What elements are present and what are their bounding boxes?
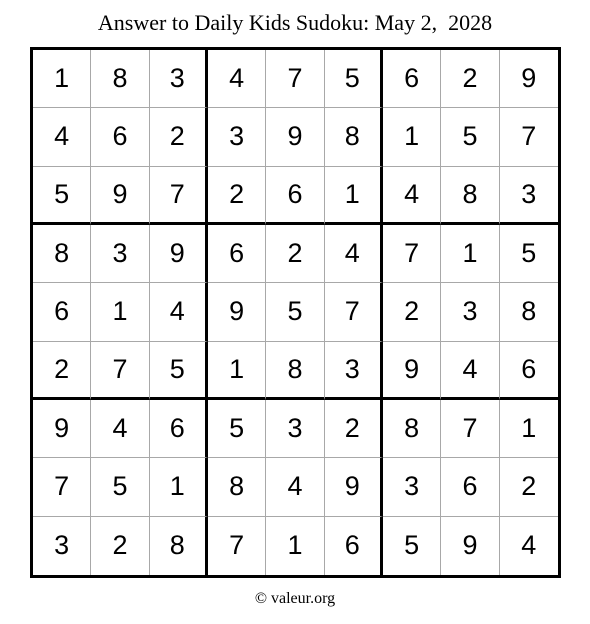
sudoku-cell: 4 <box>91 400 149 458</box>
sudoku-cell: 5 <box>33 167 91 225</box>
sudoku-cell: 9 <box>208 283 266 341</box>
sudoku-cell: 1 <box>91 283 149 341</box>
sudoku-cell: 1 <box>266 517 324 575</box>
sudoku-cell: 2 <box>208 167 266 225</box>
sudoku-cell: 4 <box>208 50 266 108</box>
sudoku-cell: 1 <box>208 342 266 400</box>
sudoku-cell: 5 <box>383 517 441 575</box>
sudoku-cell: 3 <box>383 458 441 516</box>
puzzle-title: Answer to Daily Kids Sudoku: May 2, 2028 <box>97 10 493 35</box>
sudoku-cell: 9 <box>441 517 499 575</box>
sudoku-cell: 6 <box>383 50 441 108</box>
sudoku-cell: 2 <box>383 283 441 341</box>
sudoku-cell: 8 <box>266 342 324 400</box>
sudoku-cell: 6 <box>325 517 383 575</box>
sudoku-cell: 8 <box>91 50 149 108</box>
sudoku-cell: 1 <box>383 108 441 166</box>
sudoku-cell: 5 <box>441 108 499 166</box>
sudoku-cell: 5 <box>266 283 324 341</box>
sudoku-cell: 6 <box>91 108 149 166</box>
sudoku-cell: 8 <box>325 108 383 166</box>
sudoku-cell: 4 <box>33 108 91 166</box>
sudoku-cell: 7 <box>208 517 266 575</box>
sudoku-cell: 5 <box>325 50 383 108</box>
sudoku-cell: 7 <box>266 50 324 108</box>
sudoku-cell: 4 <box>383 167 441 225</box>
sudoku-cell: 9 <box>325 458 383 516</box>
sudoku-cell: 1 <box>33 50 91 108</box>
sudoku-cell: 1 <box>150 458 208 516</box>
sudoku-cell: 2 <box>33 342 91 400</box>
sudoku-cell: 7 <box>33 458 91 516</box>
sudoku-cell: 8 <box>500 283 558 341</box>
sudoku-cell: 8 <box>150 517 208 575</box>
sudoku-cell: 9 <box>91 167 149 225</box>
sudoku-cell: 9 <box>150 225 208 283</box>
sudoku-cell: 9 <box>383 342 441 400</box>
sudoku-cell: 8 <box>441 167 499 225</box>
sudoku-cell: 8 <box>33 225 91 283</box>
sudoku-cell: 5 <box>208 400 266 458</box>
sudoku-cell: 7 <box>500 108 558 166</box>
sudoku-cell: 3 <box>500 167 558 225</box>
sudoku-cell: 2 <box>91 517 149 575</box>
sudoku-cell: 7 <box>441 400 499 458</box>
copyright-footer: © valeur.org <box>254 590 336 607</box>
sudoku-cell: 5 <box>91 458 149 516</box>
sudoku-cell: 4 <box>150 283 208 341</box>
sudoku-cell: 2 <box>150 108 208 166</box>
sudoku-cell: 6 <box>500 342 558 400</box>
sudoku-cell: 3 <box>325 342 383 400</box>
sudoku-cell: 8 <box>208 458 266 516</box>
sudoku-cell: 5 <box>150 342 208 400</box>
sudoku-cell: 1 <box>500 400 558 458</box>
sudoku-cell: 3 <box>91 225 149 283</box>
sudoku-board <box>30 47 561 578</box>
sudoku-cell: 7 <box>150 167 208 225</box>
sudoku-cell: 9 <box>33 400 91 458</box>
sudoku-cell: 3 <box>266 400 324 458</box>
sudoku-cell: 3 <box>208 108 266 166</box>
sudoku-cell: 4 <box>266 458 324 516</box>
sudoku-cell: 6 <box>266 167 324 225</box>
sudoku-cell: 6 <box>33 283 91 341</box>
sudoku-cell: 7 <box>325 283 383 341</box>
sudoku-cell: 4 <box>325 225 383 283</box>
sudoku-cell: 3 <box>150 50 208 108</box>
sudoku-cell: 1 <box>441 225 499 283</box>
sudoku-cell: 2 <box>266 225 324 283</box>
sudoku-cell: 6 <box>150 400 208 458</box>
sudoku-cell: 9 <box>266 108 324 166</box>
sudoku-cell: 7 <box>91 342 149 400</box>
sudoku-cell: 2 <box>325 400 383 458</box>
sudoku-cell: 6 <box>441 458 499 516</box>
sudoku-cell: 4 <box>441 342 499 400</box>
sudoku-cell: 2 <box>441 50 499 108</box>
sudoku-cell: 7 <box>383 225 441 283</box>
sudoku-cell: 1 <box>325 167 383 225</box>
sudoku-cell: 6 <box>208 225 266 283</box>
sudoku-cell: 9 <box>500 50 558 108</box>
sudoku-cell: 3 <box>33 517 91 575</box>
sudoku-cell: 3 <box>441 283 499 341</box>
sudoku-cell: 4 <box>521 530 537 561</box>
sudoku-cell: 5 <box>500 225 558 283</box>
sudoku-cell: 2 <box>500 458 558 516</box>
sudoku-cell: 8 <box>383 400 441 458</box>
